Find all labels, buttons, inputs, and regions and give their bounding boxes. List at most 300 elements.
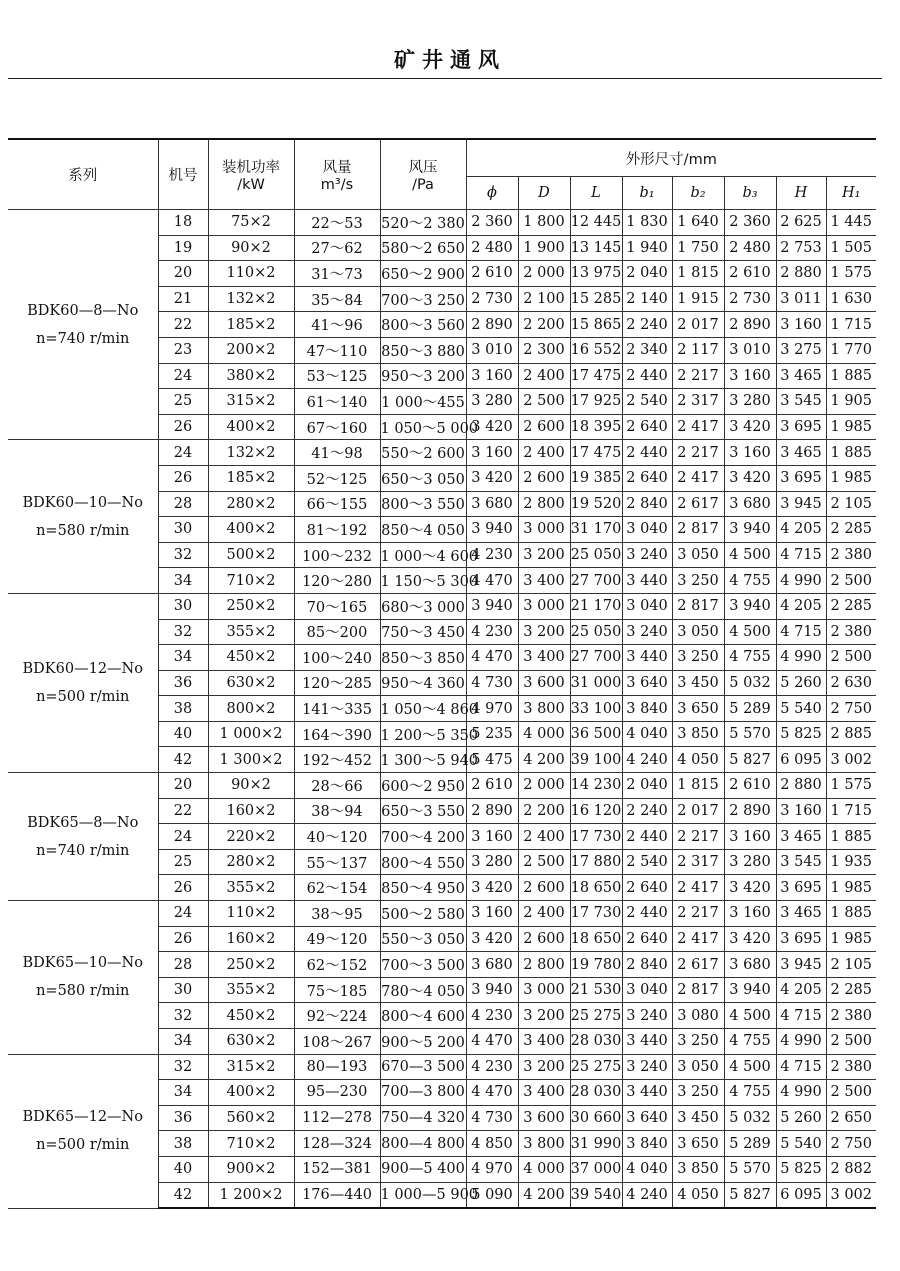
table-cell: 4 205 [776, 977, 826, 1003]
series-speed: n=740 r/min [36, 842, 130, 859]
table-cell: 2 017 [672, 312, 724, 338]
table-cell: 5 260 [776, 1105, 826, 1131]
table-cell: 38 [158, 1131, 208, 1157]
table-cell: 52～125 [294, 465, 380, 491]
table-cell: 2 480 [724, 235, 776, 261]
table-cell: 36 500 [570, 721, 622, 747]
table-cell: 550～2 600 [380, 440, 466, 466]
header-pressure [380, 139, 466, 210]
table-cell: 4 730 [466, 670, 518, 696]
table-cell: 2 890 [724, 312, 776, 338]
table-cell: 110×2 [208, 261, 294, 287]
table-cell: 132×2 [208, 286, 294, 312]
table-cell: 18 395 [570, 414, 622, 440]
table-cell: 32 [158, 619, 208, 645]
table-cell: 2 360 [466, 210, 518, 236]
table-cell: 4 230 [466, 1003, 518, 1029]
table-cell: 2 500 [826, 1080, 876, 1106]
table-cell: 2 400 [518, 824, 570, 850]
table-cell: 39 100 [570, 747, 622, 773]
table-cell: 3 680 [466, 952, 518, 978]
table-cell: 27 700 [570, 645, 622, 671]
table-cell: 3 940 [724, 517, 776, 543]
table-cell: 3 010 [724, 337, 776, 363]
table-cell: 3 940 [724, 977, 776, 1003]
table-cell: 2 610 [724, 261, 776, 287]
table-cell: 47～110 [294, 337, 380, 363]
table-cell: 1 830 [622, 210, 672, 236]
table-cell: 3 011 [776, 286, 826, 312]
table-cell: 700～3 250 [380, 286, 466, 312]
table-cell: 710×2 [208, 1131, 294, 1157]
table-cell: 1 985 [826, 465, 876, 491]
table-cell: 3 420 [724, 414, 776, 440]
series-name: BDK65—8—No [27, 814, 139, 831]
table-cell: 1 575 [826, 773, 876, 799]
table-cell: 1 985 [826, 875, 876, 901]
table-cell: 4 470 [466, 1029, 518, 1055]
table-cell: 39 540 [570, 1182, 622, 1208]
table-cell: 3 465 [776, 901, 826, 927]
table-cell: 160×2 [208, 798, 294, 824]
header-power [208, 139, 294, 210]
table-cell: 5 570 [724, 1156, 776, 1182]
table-cell: 3 050 [672, 542, 724, 568]
table-cell: 4 230 [466, 1054, 518, 1080]
table-cell: 1 200～5 350 [380, 721, 466, 747]
table-cell: 2 500 [826, 1029, 876, 1055]
table-cell: 2 640 [622, 875, 672, 901]
table-cell: 900—5 400 [380, 1156, 466, 1182]
table-cell: 250×2 [208, 952, 294, 978]
table-cell: 3 640 [622, 670, 672, 696]
table-cell: 4 755 [724, 645, 776, 671]
series-cell [8, 1054, 158, 1208]
table-cell: 120～280 [294, 568, 380, 594]
table-cell: 600～2 950 [380, 773, 466, 799]
table-cell: 355×2 [208, 977, 294, 1003]
table-cell: 3 420 [724, 875, 776, 901]
table-cell: 1 505 [826, 235, 876, 261]
table-cell: 850～3 880 [380, 337, 466, 363]
table-cell: 36 [158, 670, 208, 696]
table-cell: 2 890 [724, 798, 776, 824]
table-cell: 6 095 [776, 747, 826, 773]
header-flow [294, 139, 380, 210]
header-power-unit: /kW [237, 177, 265, 193]
table-cell: 112—278 [294, 1105, 380, 1131]
table-cell: 3 680 [466, 491, 518, 517]
table-cell: 950～4 360 [380, 670, 466, 696]
series-cell [8, 901, 158, 1055]
table-cell: 15 285 [570, 286, 622, 312]
table-cell: 1 715 [826, 798, 876, 824]
series-name: BDK60—10—No [22, 494, 143, 511]
table-cell: 2 885 [826, 721, 876, 747]
table-cell: 2 640 [622, 414, 672, 440]
table-cell: 1 985 [826, 926, 876, 952]
table-cell: 38 [158, 696, 208, 722]
table-cell: 2 380 [826, 619, 876, 645]
table-cell: 17 475 [570, 363, 622, 389]
table-cell: 4 205 [776, 593, 826, 619]
header-dim-col: b₃ [724, 177, 776, 210]
table-cell: 800×2 [208, 696, 294, 722]
table-cell: 2 640 [622, 926, 672, 952]
table-cell: 19 520 [570, 491, 622, 517]
header-dim-col: L [570, 177, 622, 210]
table-cell: 1 000—5 900 [380, 1182, 466, 1208]
table-cell: 3 160 [724, 440, 776, 466]
series-cell [8, 210, 158, 440]
table-cell: 850～4 050 [380, 517, 466, 543]
table-cell: 28 [158, 491, 208, 517]
table-cell: 41～96 [294, 312, 380, 338]
header-dimensions: 外形尺寸/mm [466, 139, 876, 177]
table-cell: 2 040 [622, 261, 672, 287]
table-cell: 1 575 [826, 261, 876, 287]
table-cell: 700～4 200 [380, 824, 466, 850]
table-cell: 3 465 [776, 363, 826, 389]
table-cell: 2 817 [672, 593, 724, 619]
table-cell: 4 470 [466, 568, 518, 594]
table-cell: 40 [158, 1156, 208, 1182]
table-cell: 380×2 [208, 363, 294, 389]
table-cell: 67～160 [294, 414, 380, 440]
table-cell: 55～137 [294, 849, 380, 875]
table-cell: 2 285 [826, 977, 876, 1003]
table-cell: 2 600 [518, 465, 570, 491]
table-cell: 185×2 [208, 465, 294, 491]
header-flow-label: 风量 [322, 160, 352, 176]
table-cell: 3 600 [518, 1105, 570, 1131]
table-cell: 5 289 [724, 696, 776, 722]
table-cell: 1 770 [826, 337, 876, 363]
table-cell: 16 120 [570, 798, 622, 824]
table-cell: 2 817 [672, 977, 724, 1003]
table-cell: 3 840 [622, 1131, 672, 1157]
fan-spec-table [8, 138, 876, 1209]
table-cell: 3 420 [724, 465, 776, 491]
table-cell: 3 002 [826, 1182, 876, 1208]
header-series: 系列 [8, 139, 158, 210]
table-cell: 950～3 200 [380, 363, 466, 389]
table-cell: 70～165 [294, 593, 380, 619]
table-cell: 2 600 [518, 926, 570, 952]
table-cell: 2 440 [622, 363, 672, 389]
table-cell: 355×2 [208, 619, 294, 645]
table-cell: 2 400 [518, 440, 570, 466]
table-cell: 17 730 [570, 901, 622, 927]
table-cell: 2 100 [518, 286, 570, 312]
table-cell: 25 050 [570, 619, 622, 645]
table-cell: 3 940 [466, 593, 518, 619]
table-cell: 3 000 [518, 517, 570, 543]
table-cell: 53～125 [294, 363, 380, 389]
series-speed: n=500 r/min [36, 1137, 130, 1154]
table-cell: 3 420 [466, 926, 518, 952]
table-cell: 3 680 [724, 952, 776, 978]
table-cell: 37 000 [570, 1156, 622, 1182]
table-cell: 24 [158, 901, 208, 927]
table-cell: 3 800 [518, 696, 570, 722]
table-cell: 1 050～5 000 [380, 414, 466, 440]
table-cell: 176—440 [294, 1182, 380, 1208]
table-cell: 800～3 550 [380, 491, 466, 517]
table-cell: 3 250 [672, 568, 724, 594]
table-cell: 19 385 [570, 465, 622, 491]
table-row [8, 210, 876, 236]
page-header: 矿井通风 [394, 47, 506, 72]
table-cell: 2 840 [622, 952, 672, 978]
table-row [8, 1054, 876, 1080]
header-flow-unit: m³/s [320, 177, 354, 193]
table-cell: 4 200 [518, 1182, 570, 1208]
table-cell: 4 240 [622, 1182, 672, 1208]
table-cell: 4 500 [724, 1003, 776, 1029]
table-cell: 85～200 [294, 619, 380, 645]
table-cell: 1 150～5 300 [380, 568, 466, 594]
table-cell: 2 650 [826, 1105, 876, 1131]
table-cell: 3 440 [622, 568, 672, 594]
table-cell: 61～140 [294, 389, 380, 415]
table-cell: 4 000 [518, 721, 570, 747]
table-cell: 34 [158, 568, 208, 594]
series-name: BDK60—12—No [22, 660, 143, 677]
table-cell: 3 400 [518, 645, 570, 671]
table-cell: 1 885 [826, 901, 876, 927]
table-cell: 1 000～4 600 [380, 542, 466, 568]
table-cell: 28 030 [570, 1080, 622, 1106]
table-cell: 2 340 [622, 337, 672, 363]
table-cell: 3 450 [672, 1105, 724, 1131]
table-cell: 2 440 [622, 824, 672, 850]
table-cell: 400×2 [208, 517, 294, 543]
table-cell: 1 300～5 940 [380, 747, 466, 773]
table-cell: 3 945 [776, 491, 826, 517]
table-cell: 26 [158, 465, 208, 491]
table-row [8, 901, 876, 927]
table-cell: 2 317 [672, 849, 724, 875]
table-cell: 12 445 [570, 210, 622, 236]
table-cell: 1 000～455 [380, 389, 466, 415]
table-cell: 3 400 [518, 1080, 570, 1106]
table-cell: 2 040 [622, 773, 672, 799]
table-cell: 3 450 [672, 670, 724, 696]
table-cell: 1 800 [518, 210, 570, 236]
table-cell: 90×2 [208, 235, 294, 261]
table-cell: 3 600 [518, 670, 570, 696]
table-cell: 650～2 900 [380, 261, 466, 287]
table-cell: 3 160 [466, 363, 518, 389]
table-cell: 4 755 [724, 1080, 776, 1106]
table-cell: 5 540 [776, 1131, 826, 1157]
table-cell: 3 240 [622, 1003, 672, 1029]
table-cell: 110×2 [208, 901, 294, 927]
table-cell: 152—381 [294, 1156, 380, 1182]
table-cell: 15 865 [570, 312, 622, 338]
table-cell: 3 420 [466, 875, 518, 901]
table-cell: 3 200 [518, 1054, 570, 1080]
table-cell: 30 [158, 977, 208, 1003]
table-cell: 28 [158, 952, 208, 978]
table-cell: 13 975 [570, 261, 622, 287]
table-cell: 92～224 [294, 1003, 380, 1029]
table-cell: 2 730 [466, 286, 518, 312]
table-cell: 1 915 [672, 286, 724, 312]
header-dim-col: b₂ [672, 177, 724, 210]
table-cell: 650～3 550 [380, 798, 466, 824]
table-cell: 1 885 [826, 363, 876, 389]
table-cell: 32 [158, 1003, 208, 1029]
table-cell: 1 200×2 [208, 1182, 294, 1208]
table-cell: 16 552 [570, 337, 622, 363]
table-cell: 5 827 [724, 747, 776, 773]
table-cell: 128—324 [294, 1131, 380, 1157]
table-cell: 2 400 [518, 901, 570, 927]
table-cell: 2 140 [622, 286, 672, 312]
table-cell: 24 [158, 440, 208, 466]
table-cell: 2 285 [826, 517, 876, 543]
table-cell: 3 080 [672, 1003, 724, 1029]
table-cell: 30 660 [570, 1105, 622, 1131]
table-cell: 49～120 [294, 926, 380, 952]
table-cell: 3 050 [672, 1054, 724, 1080]
table-cell: 315×2 [208, 1054, 294, 1080]
table-cell: 2 380 [826, 1054, 876, 1080]
table-cell: 41～98 [294, 440, 380, 466]
table-cell: 3 160 [466, 440, 518, 466]
table-cell: 185×2 [208, 312, 294, 338]
table-cell: 3 840 [622, 696, 672, 722]
table-cell: 21 530 [570, 977, 622, 1003]
table-cell: 14 230 [570, 773, 622, 799]
table-cell: 4 050 [672, 747, 724, 773]
table-cell: 3 940 [466, 977, 518, 1003]
table-cell: 3 002 [826, 747, 876, 773]
table-cell: 42 [158, 1182, 208, 1208]
table-cell: 2 440 [622, 901, 672, 927]
table-cell: 108～267 [294, 1029, 380, 1055]
table-cell: 31～73 [294, 261, 380, 287]
table-cell: 900～5 200 [380, 1029, 466, 1055]
table-cell: 3 680 [724, 491, 776, 517]
table-cell: 2 630 [826, 670, 876, 696]
table-cell: 1 000×2 [208, 721, 294, 747]
table-cell: 30 [158, 517, 208, 543]
table-cell: 13 145 [570, 235, 622, 261]
table-cell: 1 815 [672, 773, 724, 799]
table-cell: 2 105 [826, 491, 876, 517]
series-name: BDK65—12—No [22, 1109, 143, 1126]
table-cell: 4 500 [724, 542, 776, 568]
table-cell: 3 440 [622, 645, 672, 671]
table-cell: 3 010 [466, 337, 518, 363]
table-cell: 3 275 [776, 337, 826, 363]
table-cell: 2 890 [466, 798, 518, 824]
table-cell: 17 730 [570, 824, 622, 850]
table-cell: 132×2 [208, 440, 294, 466]
table-cell: 5 540 [776, 696, 826, 722]
table-cell: 26 [158, 926, 208, 952]
table-cell: 250×2 [208, 593, 294, 619]
table-cell: 850～3 850 [380, 645, 466, 671]
table-cell: 2 610 [466, 261, 518, 287]
table-cell: 3 280 [466, 389, 518, 415]
table-cell: 21 170 [570, 593, 622, 619]
table-cell: 2 117 [672, 337, 724, 363]
table-cell: 2 600 [518, 875, 570, 901]
table-cell: 31 990 [570, 1131, 622, 1157]
table-cell: 100～240 [294, 645, 380, 671]
table-cell: 5 260 [776, 670, 826, 696]
table-cell: 31 170 [570, 517, 622, 543]
table-cell: 40 [158, 721, 208, 747]
table-cell: 500×2 [208, 542, 294, 568]
header-pressure-label: 风压 [408, 160, 438, 176]
header-pressure-unit: /Pa [412, 177, 434, 193]
table-cell: 26 [158, 414, 208, 440]
series-cell [8, 593, 158, 772]
table-cell: 2 240 [622, 312, 672, 338]
table-cell: 2 540 [622, 849, 672, 875]
table-cell: 900×2 [208, 1156, 294, 1182]
table-cell: 750～3 450 [380, 619, 466, 645]
table-cell: 25 275 [570, 1054, 622, 1080]
table-cell: 1 885 [826, 824, 876, 850]
table-cell: 4 230 [466, 542, 518, 568]
table-cell: 24 [158, 824, 208, 850]
table-cell: 3 695 [776, 926, 826, 952]
table-cell: 3 280 [724, 849, 776, 875]
table-cell: 23 [158, 337, 208, 363]
table-cell: 2 600 [518, 414, 570, 440]
table-cell: 4 230 [466, 619, 518, 645]
table-cell: 75～185 [294, 977, 380, 1003]
series-cell [8, 440, 158, 594]
table-cell: 2 200 [518, 798, 570, 824]
table-cell: 6 095 [776, 1182, 826, 1208]
header-dim-col: H [776, 177, 826, 210]
table-cell: 280×2 [208, 849, 294, 875]
table-cell: 34 [158, 645, 208, 671]
table-cell: 17 925 [570, 389, 622, 415]
table-cell: 4 850 [466, 1131, 518, 1157]
table-cell: 3 040 [622, 593, 672, 619]
table-cell: 36 [158, 1105, 208, 1131]
table-cell: 3 800 [518, 1131, 570, 1157]
table-cell: 550～3 050 [380, 926, 466, 952]
series-cell [8, 773, 158, 901]
table-cell: 2 750 [826, 1131, 876, 1157]
series-speed: n=580 r/min [36, 522, 130, 539]
table-cell: 2 400 [518, 363, 570, 389]
table-cell: 2 285 [826, 593, 876, 619]
table-cell: 32 [158, 1054, 208, 1080]
table-cell: 450×2 [208, 645, 294, 671]
table-cell: 2 610 [466, 773, 518, 799]
header-dim-col: ϕ [466, 177, 518, 210]
table-cell: 2 880 [776, 773, 826, 799]
table-cell: 1 630 [826, 286, 876, 312]
series-name: BDK65—10—No [22, 955, 143, 972]
table-cell: 355×2 [208, 875, 294, 901]
table-cell: 2 417 [672, 875, 724, 901]
table-cell: 4 470 [466, 645, 518, 671]
table-cell: 20 [158, 261, 208, 287]
table-cell: 1 905 [826, 389, 876, 415]
table-cell: 25 050 [570, 542, 622, 568]
